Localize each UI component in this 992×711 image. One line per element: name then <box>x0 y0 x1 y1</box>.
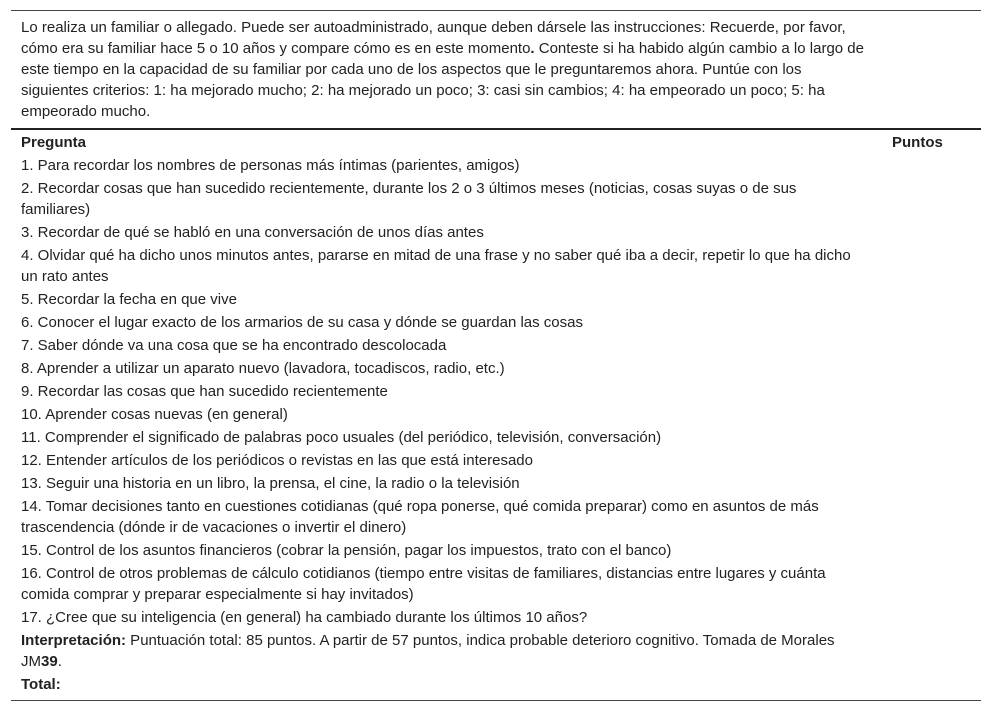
question-text: 3. Recordar de qué se habló en una conversación de unos días antes <box>21 224 484 241</box>
questionnaire-table <box>11 10 981 701</box>
question-text: 4. Olvidar qué ha dicho unos minutos antes, pararse en mitad de una frase y no saber qué iba a decir, repetir lo que ha dicho un rato antes <box>21 247 851 285</box>
instructions-part1: Lo realiza un familiar o allegado. Puede ser autoadministrado, aunque deben dársele las instrucciones: Recuerde, por favor, cómo era su familiar hace 5 o 10 años y compare cómo es en este momento <box>21 19 846 57</box>
question-row <box>21 335 971 358</box>
header-row <box>21 132 971 155</box>
question-text: 15. Control de los asuntos financieros (cobrar la pensión, pagar los impuestos, trato con el banco) <box>21 542 672 559</box>
interpretation-label: Interpretación: <box>21 632 127 649</box>
question-row <box>21 381 971 404</box>
question-row <box>21 473 971 496</box>
question-row <box>21 427 971 450</box>
interpretation-period: . <box>57 653 62 670</box>
header-pregunta: Pregunta <box>21 134 87 151</box>
question-text: 9. Recordar las cosas que han sucedido recientemente <box>21 383 388 400</box>
question-text: 6. Conocer el lugar exacto de los armarios de su casa y dónde se guardan las cosas <box>21 314 583 331</box>
instructions-part2: Conteste si ha habido algún cambio a lo largo de este tiempo en la capacidad de su familiar por cada uno de los aspectos que le preguntaremos ahora. Puntúe con los siguientes criterios: 1: ha mejorado mucho; 2: ha mejorado un poco; 3: casi sin cambios; 4: ha empeorado un poco; 5: ha empeorado mucho. <box>21 40 864 120</box>
questions-body <box>11 130 981 701</box>
question-row <box>21 222 971 245</box>
question-row <box>21 289 971 312</box>
interpretation-row <box>21 630 971 674</box>
question-row <box>21 358 971 381</box>
question-row <box>21 563 971 607</box>
question-row <box>21 540 971 563</box>
question-text: 12. Entender artículos de los periódicos o revistas en las que está interesado <box>21 452 533 469</box>
instructions-period: . <box>530 40 535 57</box>
question-row <box>21 312 971 335</box>
question-row <box>21 245 971 289</box>
question-row <box>21 450 971 473</box>
question-text: 16. Control de otros problemas de cálculo cotidianos (tiempo entre visitas de familiares, distancias entre lugares y cuánta comida comprar y preparar especialmente si hay invitados) <box>21 565 826 603</box>
header-puntos: Puntos <box>892 134 943 151</box>
question-text: 17. ¿Cree que su inteligencia (en general) ha cambiado durante los últimos 10 años? <box>21 609 588 626</box>
instructions-text <box>21 17 871 122</box>
question-text: 14. Tomar decisiones tanto en cuestiones cotidianas (qué ropa ponerse, qué comida preparar) como en asuntos de más trascendencia (dónde ir de vacaciones o invertir el dinero) <box>21 498 819 536</box>
question-text: 5. Recordar la fecha en que vive <box>21 291 237 308</box>
interpretation-body: Puntuación total: 85 puntos. A partir de 57 puntos, indica probable deterioro cognitivo. Tomada de Morales JM <box>21 632 835 670</box>
question-text: 11. Comprender el significado de palabras poco usuales (del periódico, televisión, conversación) <box>21 429 662 446</box>
question-row <box>21 155 971 178</box>
question-text: 10. Aprender cosas nuevas (en general) <box>21 406 288 423</box>
question-text: 2. Recordar cosas que han sucedido recientemente, durante los 2 o 3 últimos meses (noticias, cosas suyas o de sus familiares) <box>21 180 797 218</box>
reference-number: 39 <box>41 653 58 670</box>
instructions-block <box>11 10 981 130</box>
question-row <box>21 607 971 630</box>
total-label: Total: <box>21 676 61 693</box>
question-text: 7. Saber dónde va una cosa que se ha encontrado descolocada <box>21 337 447 354</box>
question-row <box>21 496 971 540</box>
question-row <box>21 178 971 222</box>
total-row <box>21 674 971 697</box>
question-text: 8. Aprender a utilizar un aparato nuevo (lavadora, tocadiscos, radio, etc.) <box>21 360 505 377</box>
question-text: 1. Para recordar los nombres de personas más íntimas (parientes, amigos) <box>21 157 520 174</box>
interpretation-text <box>21 630 851 674</box>
question-text: 13. Seguir una historia en un libro, la prensa, el cine, la radio o la televisión <box>21 475 520 492</box>
question-row <box>21 404 971 427</box>
